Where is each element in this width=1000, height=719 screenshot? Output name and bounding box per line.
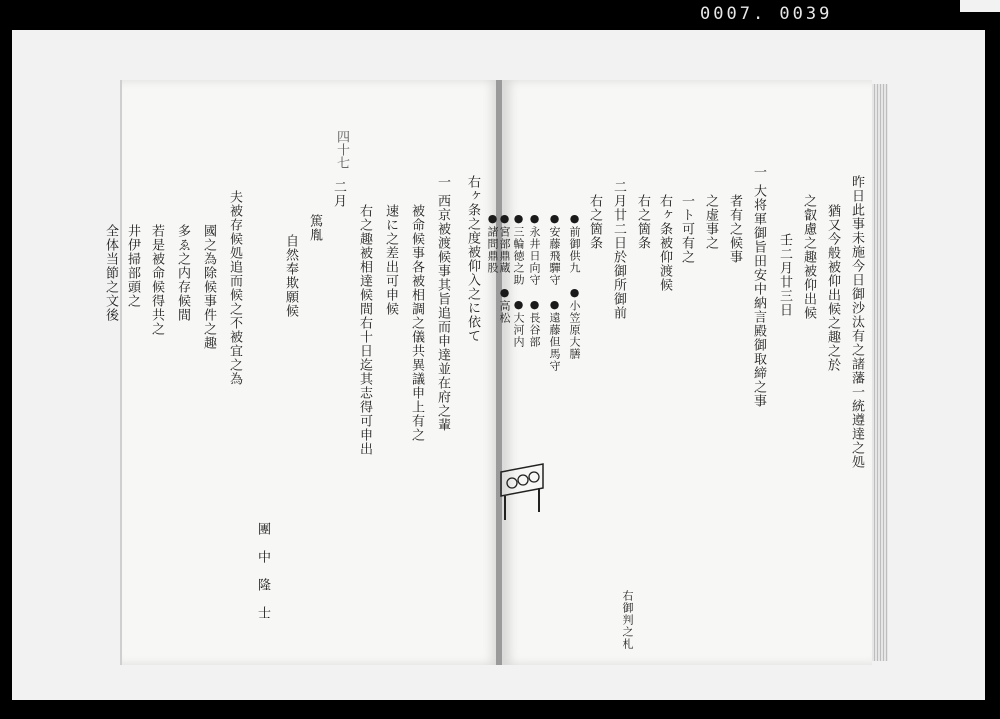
- left-col-3: 被命候事各被相調之儀共異議申上有之: [409, 190, 424, 442]
- left-col-5: 右之趣被相達候間右十日迄其志得可申出: [357, 190, 372, 456]
- page-mark: 四十七: [334, 130, 349, 169]
- left-col-1: 右ヶ条之度被仰入之に依て: [465, 175, 480, 343]
- right-col-11: 二月廿二日於御所御前: [611, 180, 626, 320]
- right-col-15: ●永井日向守 ●長谷部: [528, 200, 541, 348]
- left-page: [103, 80, 500, 665]
- left-col-8: 自然奉欺願候: [283, 220, 298, 318]
- right-col-8: 一ト可有之: [679, 180, 694, 264]
- right-col-10: 右之箇条: [635, 180, 650, 250]
- right-col-13: ●前御供九 ●小笠原大膳: [568, 200, 581, 360]
- right-col-3: 之叡慮之趣被仰出候: [801, 180, 816, 320]
- left-col-10: 夫被存候処追而候之不被宜之為: [227, 190, 242, 386]
- left-col-15: 全体当節之文後: [103, 210, 118, 322]
- left-col-14: 井伊掃部頭之: [125, 210, 140, 308]
- right-col-2: 猶又今般被仰出候之趣之於: [825, 190, 840, 372]
- right-col-5: 一 大将軍御旨田安中納言殿御取締之事: [751, 165, 766, 409]
- film-edge: [960, 0, 1000, 12]
- right-col-1: 昨日此事未施今日御沙汰有之諸藩一統遵達之処: [849, 175, 864, 469]
- left-col-2: 一 西京被渡候事其旨追而申達並在府之輩: [435, 175, 450, 433]
- right-col-9: 右ヶ条被仰渡候: [657, 180, 672, 292]
- right-col-16: ●三輪徳之助 ●大河内: [512, 200, 525, 348]
- right-col-18: ●諸問鼎股: [486, 200, 499, 274]
- left-col-7: 篤胤: [307, 200, 322, 242]
- left-col-9: 團 中 隆 士: [255, 340, 270, 620]
- open-book: [103, 80, 890, 665]
- left-col-13: 若是被命候得共之: [149, 210, 164, 336]
- frame-number: 0007. 0039: [700, 4, 833, 24]
- right-col-17: ●宮部鼎蔵 ●高松: [498, 200, 511, 324]
- right-page: [486, 80, 872, 665]
- right-col-12: 右之箇条: [587, 180, 602, 250]
- right-col-7: 之虚事之: [703, 180, 718, 250]
- left-col-12: 多ゑ之内存候間: [175, 210, 190, 322]
- left-col-11: 國之為除候事件之趣: [201, 210, 216, 350]
- page-edges: [872, 84, 888, 661]
- right-col-4: 壬二月廿三日: [777, 205, 792, 317]
- left-col-6: 二月: [331, 180, 346, 208]
- seal-drawing: [497, 462, 547, 522]
- right-col-14: ●安藤飛驒守 ●遠藤但馬守: [548, 200, 561, 372]
- left-col-4: 速に之差出可申候: [383, 190, 398, 316]
- right-col-6: 者有之候事: [727, 180, 742, 264]
- seal-caption: 右御判之札: [621, 590, 634, 650]
